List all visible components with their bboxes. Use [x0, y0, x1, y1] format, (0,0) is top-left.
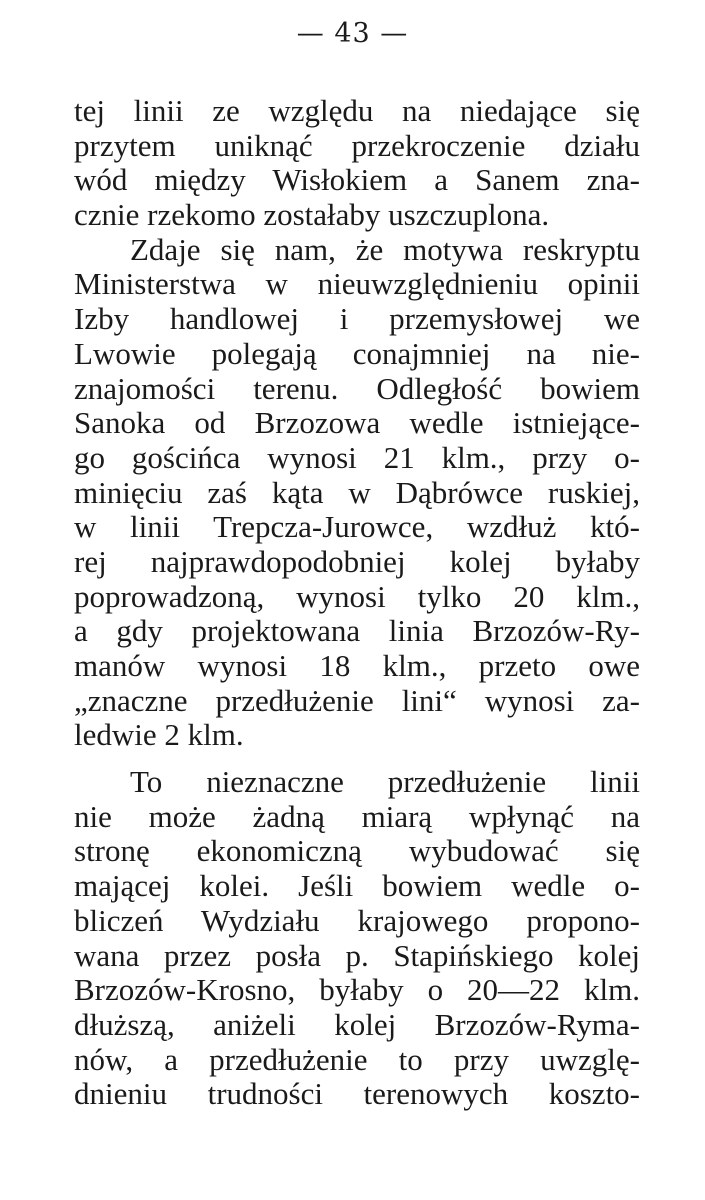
text-line: w linii Trepcza-Jurowce, wzdłuż któ-	[74, 509, 640, 545]
text-line: Brzozów-Krosno, byłaby o 20—22 klm.	[74, 972, 640, 1008]
text-line: mającej kolei. Jeśli bowiem wedle o-	[74, 868, 640, 904]
text-line: wana przez posła p. Stapińskiego kolej	[74, 937, 640, 973]
text-line: dnieniu trudności terenowych koszto-	[74, 1076, 640, 1112]
text-line: Lwowie polegają conajmniej na nie-	[74, 335, 640, 371]
text-line: poprowadzoną, wynosi tylko 20 klm.,	[74, 578, 640, 614]
paragraph-1	[74, 94, 640, 233]
text-line: minięciu zaś kąta w Dąbrówce ruskiej,	[74, 474, 640, 510]
text-line: tej linii ze względu na niedające się	[74, 93, 640, 128]
paragraph-3	[74, 765, 640, 1112]
text-line: nie może żadną miarą wpłynąć na	[74, 798, 640, 834]
text-line: bliczeń Wydziału krajowego propono-	[74, 902, 640, 938]
text-line: nów, a przedłużenie to przy uwzglę-	[74, 1041, 640, 1077]
text-line: manów wynosi 18 klm., przeto owe	[74, 648, 640, 683]
text-line: Izby handlowej i przemysłowej we	[74, 301, 640, 337]
text-line: przytem uniknąć przekroczenie działu	[74, 127, 640, 163]
text-line: „znaczne przedłużenie lini“ wynosi za-	[74, 682, 640, 718]
text-line: cznie rzekomo zostałaby uszczuplona.	[74, 197, 550, 233]
text-line: Sanoka od Brzozowa wedle istniejące-	[74, 405, 640, 441]
text-line: stronę ekonomiczną wybudować się	[74, 833, 640, 869]
text-line: Ministerstwa w nieuwzględnieniu opinii	[74, 266, 640, 302]
paragraph-2	[74, 233, 640, 753]
text-line: go gościńca wynosi 21 klm., przy o-	[74, 439, 640, 475]
text-line: Zdaje się nam, że motywa reskryptu	[130, 231, 640, 267]
page-number: — 43 —	[296, 18, 409, 49]
text-line: ledwie 2 klm.	[74, 717, 244, 753]
text-line: a gdy projektowana linia Brzozów-Ry-	[74, 613, 640, 649]
text-line: To nieznaczne przedłużenie linii	[130, 764, 640, 800]
text-line: znajomości terenu. Odległość bowiem	[74, 370, 640, 406]
text-line: wód między Wisłokiem a Sanem zna-	[74, 162, 640, 198]
body-text	[74, 94, 640, 1112]
text-line: dłuższą, aniżeli kolej Brzozów-Ryma-	[74, 1006, 640, 1042]
text-line: rej najprawdopodobniej kolej byłaby	[74, 543, 640, 579]
